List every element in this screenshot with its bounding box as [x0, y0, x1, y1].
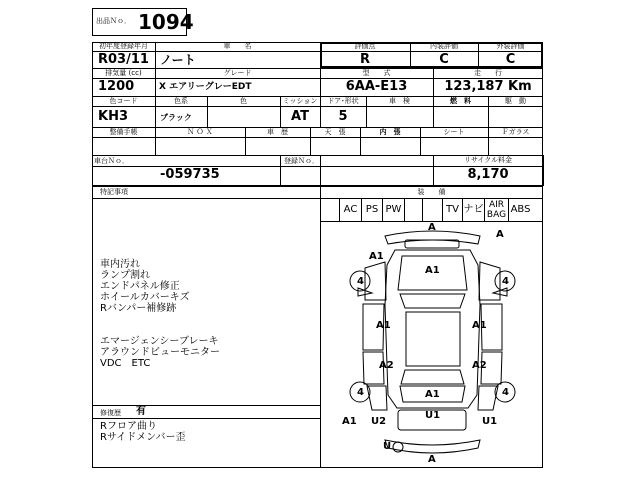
remarks-header: 特記事項 [100, 188, 128, 196]
displacement-value: 1200 [98, 79, 135, 94]
mark-right-front-door: A1 [472, 320, 487, 331]
mark-right-quarter: U1 [482, 416, 498, 427]
nox-header: Ｎ Ｏ Ｘ [187, 128, 213, 136]
equipment-cell: ABS [508, 199, 532, 221]
car-name-header: 車 名 [223, 42, 252, 50]
equipment-cell: TV [442, 199, 462, 221]
equipment-cell: AC [339, 199, 361, 221]
mark-left-rear-door: A2 [379, 360, 394, 371]
chassis-value: -059735 [160, 167, 220, 182]
repair-note: Rサイドメンバー歪 [100, 432, 186, 443]
repair-note: Rフロア曲り [100, 421, 157, 432]
mission-header: ミッション [282, 97, 318, 105]
first-reg-value: R03/11 [98, 52, 149, 67]
model-value: 6AA-E13 [345, 79, 408, 94]
mark-hood: A1 [425, 265, 440, 276]
drive-header: 駆 動 [505, 97, 526, 105]
equipment-header: 装 備 [417, 188, 446, 196]
windshield-outline [400, 294, 465, 308]
score-header: 評価点 [354, 42, 376, 50]
mark-right-rear-door: A2 [472, 360, 487, 371]
repair-history-value: 有 [136, 406, 146, 417]
mark-left-fender: A1 [369, 251, 384, 262]
mark-tire-rr: 4 [502, 387, 509, 398]
remark-line: Rバンパー補修跡 [100, 303, 177, 314]
color-header: 色 [240, 97, 247, 105]
color-value: ブラック [160, 113, 192, 122]
recycle-value: 8,170 [467, 167, 509, 182]
equipment-cell: PS [361, 199, 382, 221]
mark-front-right: A [496, 229, 504, 240]
remark-line: エンドパネル修正 [100, 281, 180, 292]
repair-history-header: 修復歴 [100, 409, 121, 417]
fuel-header: 燃 料 [450, 97, 471, 105]
interior-header: 内装評価 [430, 42, 458, 50]
mark-rear-panel: U1 [425, 410, 441, 421]
interior-upholstery-header: 内 張 [379, 128, 401, 136]
lot-label: 出品Ｎｏ． [96, 17, 131, 25]
mark-tire-fl: 4 [357, 276, 364, 287]
maintenance-header: 整備手帳 [109, 128, 138, 136]
remark-line: 車内汚れ [100, 259, 140, 270]
color-family-header: 色系 [174, 97, 188, 105]
score-value: R [359, 52, 370, 67]
seat-header: シート [443, 128, 465, 136]
doors-header: ドア･形状 [327, 97, 359, 105]
color-code-header: 色コード [109, 97, 138, 105]
exterior-value: C [505, 52, 516, 67]
first-reg-header: 初年度登録年月 [99, 42, 148, 50]
displacement-header: 排気量 (cc) [105, 69, 142, 77]
roof-header: 天 張 [324, 128, 346, 136]
remark-line: VDC ETC [100, 358, 151, 369]
equipment-cell: ナビ [462, 199, 484, 221]
doors-value: 5 [338, 109, 348, 124]
exterior-header: 外装評価 [496, 42, 525, 50]
mark-left-quarter: A1 [342, 416, 357, 427]
equipment-cell: AIR BAG [484, 199, 508, 221]
recycle-header: リサイクル料金 [463, 156, 513, 164]
roof-outline [406, 312, 460, 366]
car-name-value: ノート [160, 53, 196, 67]
mission-value: AT [291, 109, 309, 124]
front-glass-header: Ｆガラス [501, 128, 530, 136]
reg-no-header: 登録Ｎｏ． [284, 157, 319, 165]
mileage-header: 走 行 [474, 69, 502, 77]
remark-line: エマージェンシーブレーキ [100, 336, 219, 347]
history-header: 車 歴 [267, 128, 288, 136]
equipment-cell: PW [382, 199, 404, 221]
color-code-value: KH3 [98, 109, 128, 124]
vehicle-header: 車 検 [389, 97, 410, 105]
mark-rear-floor: U [383, 441, 392, 452]
remark-line: ランプ割れ [100, 270, 150, 281]
mileage-value: 123,187 Km [444, 79, 532, 94]
chassis-header: 車台Ｎｏ． [94, 157, 129, 165]
mark-rear-bumper: A [428, 454, 436, 465]
mark-trunk: A1 [425, 389, 440, 400]
mark-left-front-door: A1 [376, 320, 391, 331]
grade-value: X エアリーグレーEDT [159, 82, 252, 92]
mark-front-bumper: A [428, 222, 436, 233]
mark-left-rear: U2 [371, 416, 387, 427]
grade-header: グレード [223, 69, 252, 77]
remark-line: アラウンドビューモニター [100, 347, 220, 358]
model-header: 型 式 [362, 69, 391, 77]
interior-value: C [439, 52, 449, 67]
remark-line: ホイールカバーキズ [100, 292, 190, 303]
mark-tire-rl: 4 [357, 387, 364, 398]
rear-window-outline [401, 370, 464, 384]
mark-tire-fr: 4 [502, 276, 509, 287]
lot-number: 1094 [138, 10, 194, 34]
